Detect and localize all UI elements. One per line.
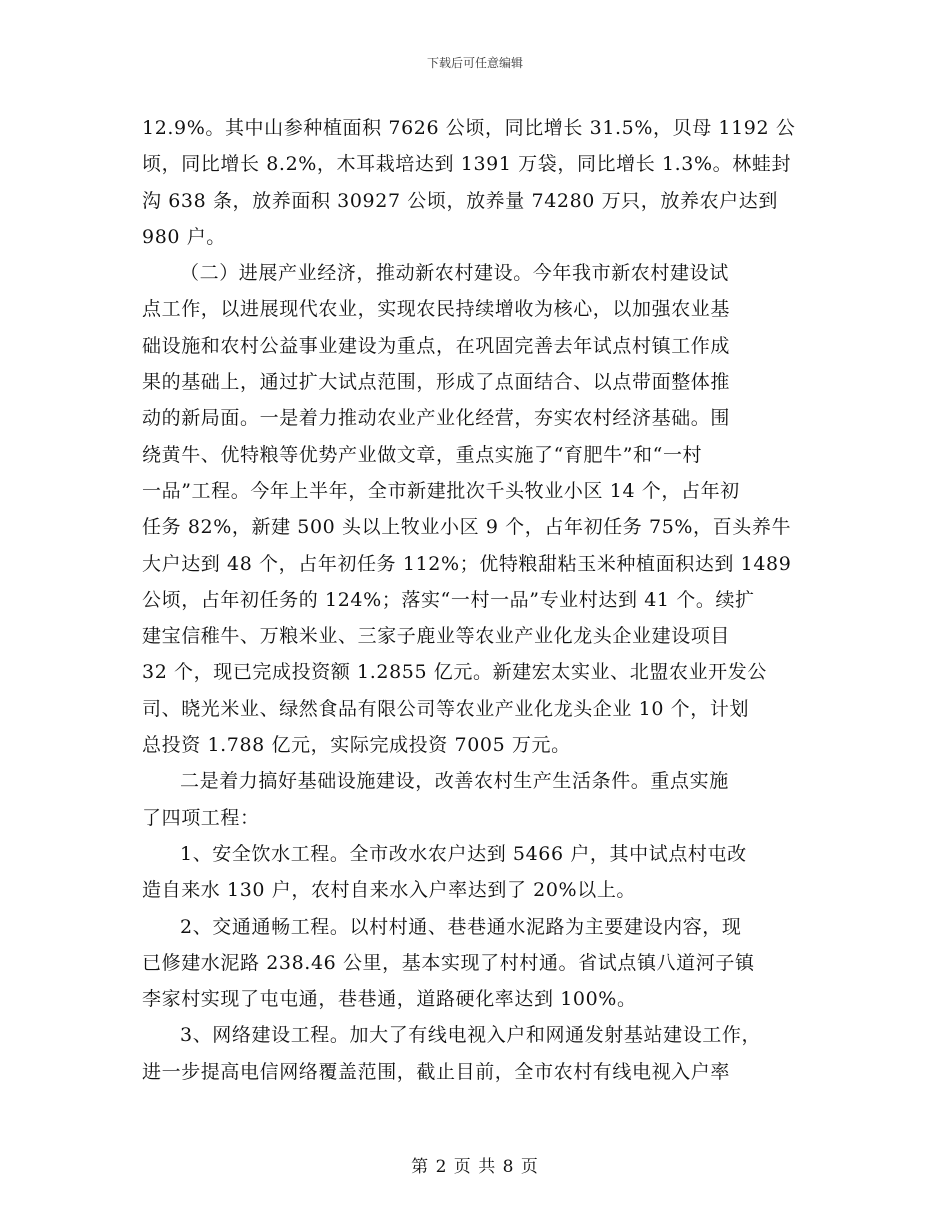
text-line: 了四项工程： xyxy=(142,806,260,829)
text-line: 大户达到 48 个，占年初任务 112%；优特粮甜粘玉米种植面积达到 1489 xyxy=(142,552,792,575)
page-number-footer: 第 2 页 共 8 页 xyxy=(411,1157,539,1177)
header-note: 下载后可任意编辑 xyxy=(426,56,523,70)
text-line: 李家村实现了屯屯通，巷巷通，道路硬化率达到 100%。 xyxy=(142,988,637,1011)
text-line: 顷，同比增长 8.2%，木耳栽培达到 1391 万袋，同比增长 1.3%。林蛙封 xyxy=(142,153,792,176)
text-line: 果的基础上，通过扩大试点范围，形成了点面结合、以点带面整体推 xyxy=(142,371,731,394)
text-line: 二是着力搞好基础设施建设，改善农村生产生活条件。重点实施 xyxy=(180,770,729,793)
text-line: 司、晓光米业、绿然食品有限公司等农业产业化龙头企业 10 个，计划 xyxy=(142,697,750,720)
text-line: 建宝信稚牛、万粮米业、三家子鹿业等农业产业化龙头企业建设项目 xyxy=(142,625,731,648)
document-body xyxy=(142,110,812,1090)
text-line: 12.9%。其中山参种植面积 7626 公顷，同比增长 31.5%，贝母 1192 公 xyxy=(142,117,796,139)
text-line: （二）进展产业经济，推动新农村建设。今年我市新农村建设试 xyxy=(180,262,729,285)
text-line: 任务 82%，新建 500 头以上牧业小区 9 个，占年初任务 75%，百头养牛 xyxy=(142,516,792,539)
text-line: 32 个，现已完成投资额 1.2855 亿元。新建宏太实业、北盟农业开发公 xyxy=(142,661,767,684)
text-line: 总投资 1.788 亿元，实际完成投资 7005 万元。 xyxy=(142,734,571,757)
text-line: 造自来水 130 户，农村自来水入户率达到了 20%以上。 xyxy=(142,879,637,902)
text-line: 公顷，占年初任务的 124%；落实“一村一品”专业村达到 41 个。续扩 xyxy=(142,588,755,611)
text-line: 1、安全饮水工程。全市改水农户达到 5466 户，其中试点村屯改 xyxy=(180,842,747,865)
text-line: 3、网络建设工程。加大了有线电视入户和网通发射基站建设工作， xyxy=(180,1024,762,1047)
text-line: 980 户。 xyxy=(142,225,226,248)
text-line: 进一步提高电信网络覆盖范围，截止目前，全市农村有线电视入户率 xyxy=(142,1060,731,1083)
text-line: 点工作，以进展现代农业，实现农民持续增收为核心，以加强农业基 xyxy=(142,298,731,321)
text-line: 2、交通通畅工程。以村村通、巷巷通水泥路为主要建设内容，现 xyxy=(180,915,742,938)
text-line: 础设施和农村公益事业建设为重点，在巩固完善去年试点村镇工作成 xyxy=(142,334,731,357)
text-line: 一品”工程。今年上半年，全市新建批次千头牧业小区 14 个，占年初 xyxy=(142,479,740,502)
text-line: 动的新局面。一是着力推动农业产业化经营，夯实农村经济基础。围 xyxy=(142,407,731,430)
text-line: 已修建水泥路 238.46 公里，基本实现了村村通。省试点镇八道河子镇 xyxy=(142,951,755,974)
text-line: 沟 638 条，放养面积 30927 公顷，放养量 74280 万只，放养农户达到 xyxy=(142,189,778,212)
text-line: 绕黄牛、优特粮等优势产业做文章，重点实施了“育肥牛”和“一村 xyxy=(142,443,703,466)
